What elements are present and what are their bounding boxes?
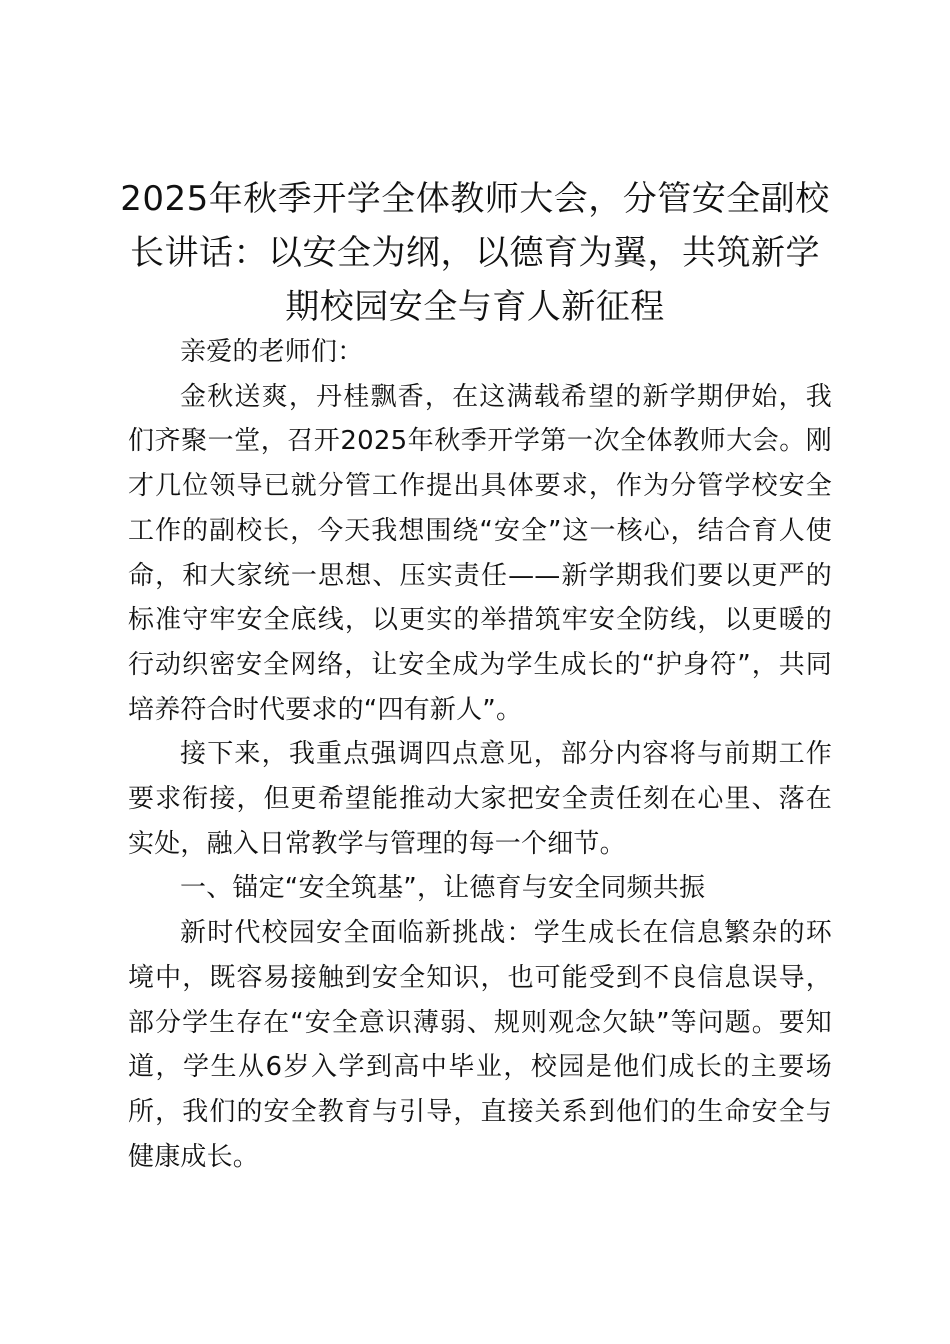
paragraph-outline: 接下来，我重点强调四点意见，部分内容将与前期工作要求衔接，但更希望能推动大家把安全责任刻在心里、落在实处，融入日常教学与管理的每一个细节。 [128,739,832,859]
document-body [128,330,832,1179]
document-title: 2025年秋季开学全体教师大会，分管安全副校长讲话：以安全为纲，以德育为翼，共筑新学期校园安全与育人新征程 [120,179,830,327]
salutation: 亲爱的老师们： [180,337,364,367]
section-heading-1: 一、锚定“安全筑基”，让德育与安全同频共振 [180,873,706,904]
section-1-paragraph: 新时代校园安全面临新挑战：学生成长在信息繁杂的环境中，既容易接触到安全知识，也可能受到不良信息误导，部分学生存在“安全意识薄弱、规则观念欠缺”等问题。要知道，学生从6岁入学到高中毕业，校园是他们成长的主要场所，我们的安全教育与引导，直接关系到他们的生命安全与健康成长。 [128,918,832,1172]
paragraph-opening: 金秋送爽，丹桂飘香，在这满载希望的新学期伊始，我们齐聚一堂，召开2025年秋季开学第一次全体教师大会。刚才几位领导已就分管工作提出具体要求，作为分管学校安全工作的副校长，今天我想围绕“安全”这一核心，结合育人使命，和大家统一思想、压实责任——新学期我们要以更严的标准守牢安全底线，以更实的举措筑牢安全防线，以更暖的行动织密安全网络，让安全成为学生成长的“护身符”，共同培养符合时代要求的“四有新人”。 [128,381,832,725]
